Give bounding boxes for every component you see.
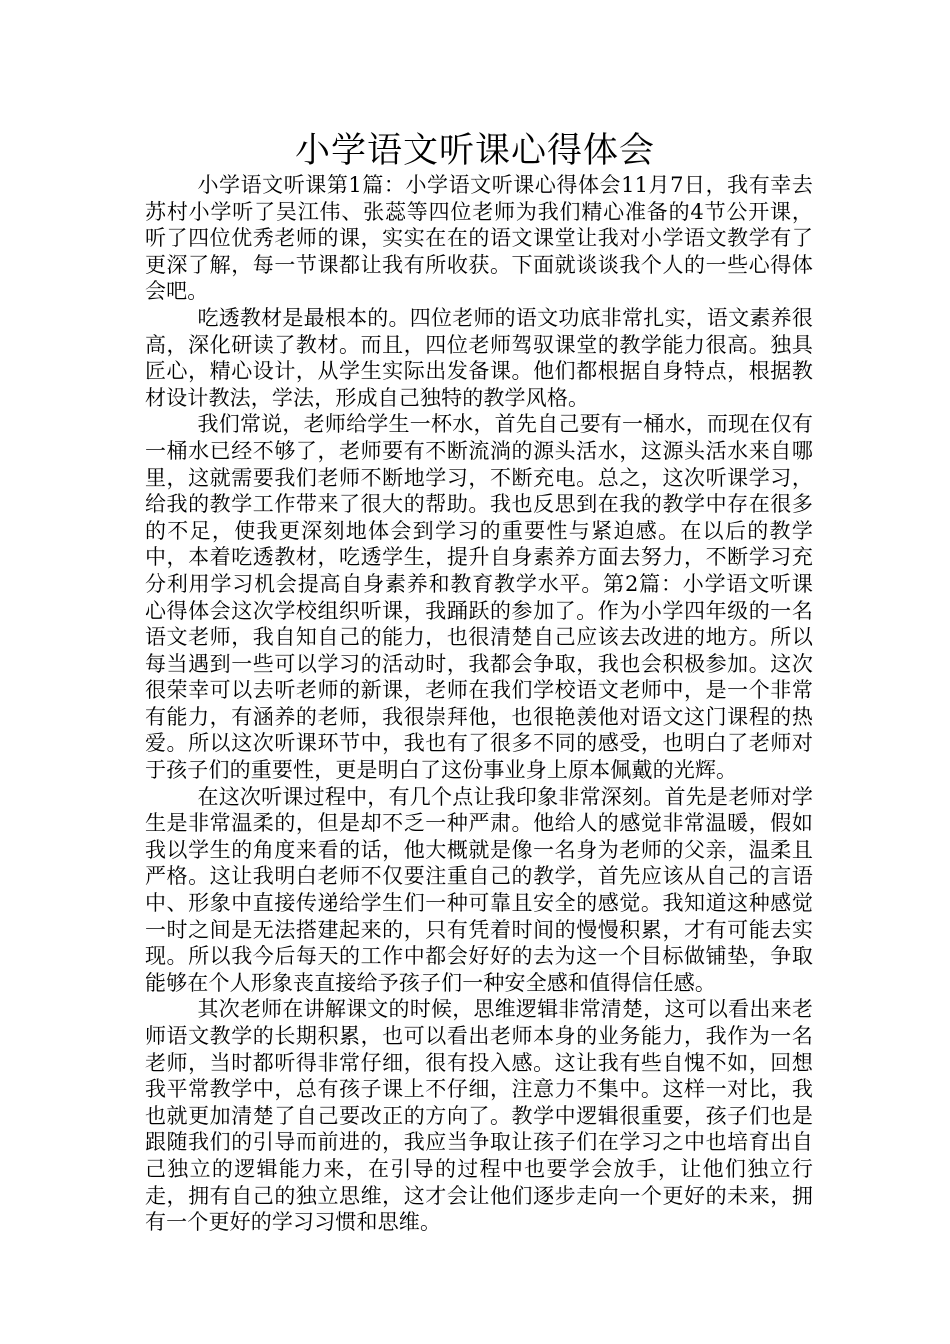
paragraph-2: 吃透教材是最根本的。四位老师的语文功底非常扎实，语文素养很高，深化研读了教材。而且，四位老师驾驭课堂的教学能力很高。独具匠心，精心设计，从学生实际出发备课。他们都根据自身特点，根据教材设计教法，学法，形成自己独特的教学风格。	[145, 305, 813, 410]
paragraph-5: 其次老师在讲解课文的时候，思维逻辑非常清楚，这可以看出来老师语文教学的长期积累，也可以看出老师本身的业务能力，我作为一名老师，当时都听得非常仔细，很有投入感。这让我有些自愧不如，回想我平常教学中，总有孩子课上不仔细，注意力不集中。这样一对比，我也就更加清楚了自己要改正的方向了。教学中逻辑很重要，孩子们也是跟随我们的引导而前进的，我应当争取让孩子们在学习之中也培育出自己独立的逻辑能力来，在引导的过程中也要学会放手，让他们独立行走，拥有自己的独立思维，这才会让他们逐步走向一个更好的未来，拥有一个更好的学习习惯和思维。	[145, 997, 813, 1235]
paragraph-1: 小学语文听课第1篇：小学语文听课心得体会11月7日，我有幸去苏村小学听了吴江伟、张蕊等四位老师为我们精心准备的4节公开课，听了四位优秀老师的课，实实在在的语文课堂让我对小学语文教学有了更深了解，每一节课都让我有所收获。下面就谈谈我个人的一些心得体会吧。	[145, 173, 813, 304]
document-title: 小学语文听课心得体会	[294, 131, 655, 171]
document-body	[145, 172, 813, 1236]
paragraph-4: 在这次听课过程中，有几个点让我印象非常深刻。首先是老师对学生是非常温柔的，但是却不乏一种严肃。他给人的感觉非常温暖，假如我以学生的角度来看的话，他大概就是像一名身为老师的父亲，温柔且严格。这让我明白老师不仅要注重自己的教学，首先应该从自己的言语中、形象中直接传递给学生们一种可靠且安全的感觉。我知道这种感觉一时之间是无法搭建起来的，只有凭着时间的慢慢积累，才有可能去实现。所以我今后每天的工作中都会好好的去为这一个目标做铺垫，争取能够在个人形象丧直接给予孩子们一种安全感和值得信任感。	[145, 784, 813, 995]
paragraph-3: 我们常说，老师给学生一杯水，首先自己要有一桶水，而现在仅有一桶水已经不够了，老师要有不断流淌的源头活水，这源头活水来自哪里，这就需要我们老师不断地学习，不断充电。总之，这次听课学习，给我的教学工作带来了很大的帮助。我也反思到在我的教学中存在很多的不足，使我更深刻地体会到学习的重要性与紧迫感。在以后的教学中，本着吃透教材，吃透学生，提升自身素养方面去努力，不断学习充分利用学习机会提高自身素养和教育教学水平。第2篇：小学语文听课心得体会这次学校组织听课，我踊跃的参加了。作为小学四年级的一名语文老师，我自知自己的能力，也很清楚自己应该去改进的地方。所以每当遇到一些可以学习的活动时，我都会争取，我也会积极参加。这次很荣幸可以去听老师的新课，老师在我们学校语文老师中，是一个非常有能力，有涵养的老师，我很崇拜他，也很艳羡他对语文这门课程的热爱。所以这次听课环节中，我也有了很多不同的感受，也明白了老师对于孩子们的重要性，更是明白了这份事业身上原本佩戴的光辉。	[145, 412, 813, 783]
